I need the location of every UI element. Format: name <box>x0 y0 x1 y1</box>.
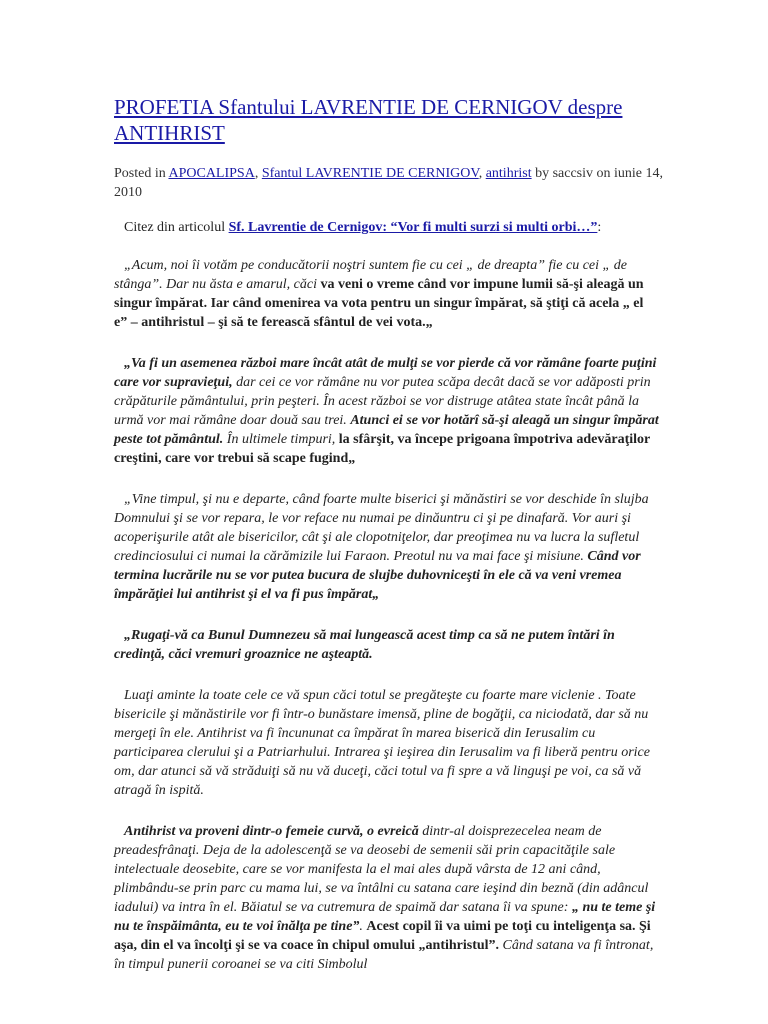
paragraph-text: Când satana va fi întronat, în timpul punerii coroanei se va citi Simbolul <box>114 938 654 972</box>
paragraph-warning <box>114 686 660 800</box>
paragraph-text: În ultimele timpuri, <box>223 432 339 447</box>
paragraph-emphasis: la sfârşit, va începe prigoana împotriva adevăraţilor creştini, care vor trebui să scape fugind„ <box>114 432 651 466</box>
paragraph-text: dintr-al doisprezecelea neam de preadesfrânaţi. Deja de la adolescenţă se va deosebi de semenii săi prin capacităţile sale intelectuale deosebite, care se vor manifesta la el mai ales după vârsta de 12 ani când, plimbându-se prin parc cu mama lui, se va întâlni cu satana care ieşind din beznă (din adâncul iadului) va intra în el. Băiatul se va cutremura de spaimă dar satana îi va spune: <box>114 824 649 915</box>
category-link-apocalipsa[interactable]: APOCALIPSA <box>168 166 255 181</box>
post-title-link[interactable]: PROFETIA Sfantului LAVRENTIE DE CERNIGOV despre ANTIHRIST <box>114 95 623 145</box>
paragraph-emphasis: „Va fi un asemenea război mare încât atât de mulţi se vor pierde că vor rămâne foarte puţini care vor supravieţui, <box>114 356 657 390</box>
paragraph-antichrist-origin <box>114 822 660 974</box>
paragraph-churches <box>114 490 660 604</box>
post-author: saccsiv <box>552 166 594 181</box>
posted-in-label: Posted in <box>114 166 169 181</box>
paragraph-emphasis: va veni o vreme când vor impune lumii să-şi aleagă un singur împărat. Iar când omenirea va vota pentru un singur împărat, să ştiţi că acela „ el e” – antihristul – şi să te ferească sfântul de vei vota.„ <box>114 277 644 330</box>
paragraph-emphasis: „ nu te teme şi nu te înspăimânta, eu te voi înălţa pe tine” <box>114 900 656 934</box>
paragraph-emphasis: „Rugaţi-vă ca Bunul Dumnezeu să mai lungească acest timp ca să ne putem întări în credinţă, căci vremuri groaznice ne aşteaptă. <box>114 628 615 662</box>
source-article-link[interactable]: Sf. Lavrentie de Cernigov: “Vor fi multi surzi si multi orbi…” <box>228 220 598 235</box>
paragraph-text: „Vine timpul, şi nu e departe, când foarte multe biserici şi mănăstiri se vor deschide în slujba Domnului şi se vor repara, le vor reface nu numai pe dinăuntru ci şi pe dinafară. Vor auri şi acoperişurile atât ale bisericilor, cât şi ale clopotniţelor, dar preoţimea nu va lucra la sufletul credinciosului ci numai la cărămizile lui Faraon. Preotul nu va mai face şi misiune. <box>114 492 649 564</box>
paragraph-text: dar cei ce vor rămâne nu vor putea scăpa decât dacă se vor adăposti prin crăpăturile pământului, prin peşteri. În acest război se vor distruge atâtea state încât până la urmă vor mai rămâne doar două sau trei. <box>114 375 651 428</box>
paragraph-emphasis: Acest copil îi va uimi pe toţi cu inteligenţa sa. Şi aşa, din el va încolţi şi se va coace în chipul omului „antihristul”. <box>114 919 651 953</box>
category-link-lavrentie[interactable]: Sfantul LAVRENTIE DE CERNIGOV <box>261 166 479 181</box>
article-body <box>114 218 660 996</box>
paragraph-emphasis: Atunci ei se vor hotărî să-şi aleagă un singur împărat peste tot pământul. <box>114 413 659 447</box>
paragraph-voting <box>114 256 660 332</box>
category-separator: , <box>254 166 262 181</box>
by-label: by <box>531 166 553 181</box>
quote-intro <box>114 218 660 237</box>
post-meta <box>114 164 674 202</box>
paragraph-text: Luaţi aminte la toate cele ce vă spun căci totul se pregăteşte cu foarte mare viclenie . Toate bisericile şi mănăstirile vor fi într-o bunăstare imensă, pline de bogăţii, ca niciodată, dar să nu mergeţi în ele. Antihrist va fi încununat ca împărat în marea biserică din Ierusalim cu participarea clerului şi a Patriarhului. Intrarea şi ieşirea din Ierusalim va fi liberă pentru orice om, dar atunci să vă străduiţi să nu vă duceţi, căci totul va fi spre a vă linguşi pe voi, ca să vă atragă în ispită. <box>114 688 650 798</box>
category-link-antihrist[interactable]: antihrist <box>485 166 532 181</box>
post-date: iunie 14, 2010 <box>114 166 664 200</box>
paragraph-prayer <box>114 626 660 664</box>
paragraph-text: . <box>359 919 367 934</box>
intro-colon: : <box>597 220 602 235</box>
on-label: on <box>593 166 615 181</box>
paragraph-war <box>114 354 660 468</box>
paragraph-text: „Acum, noi îi votăm pe conducătorii noştri suntem fie cu cei „ de dreapta” fie cu cei „ de stânga”. Dar nu ăsta e amarul, căci <box>114 258 628 292</box>
intro-text: Citez din articolul <box>124 220 229 235</box>
category-separator: , <box>478 166 486 181</box>
paragraph-emphasis: Antihrist va proveni dintr-o femeie curvă, o evreică <box>124 824 419 839</box>
paragraph-emphasis: Când vor termina lucrările nu se vor putea bucura de slujbe duhovniceşti în ele că va veni vremea împărăţiei lui antihrist şi el va fi pus împărat„ <box>114 549 641 602</box>
